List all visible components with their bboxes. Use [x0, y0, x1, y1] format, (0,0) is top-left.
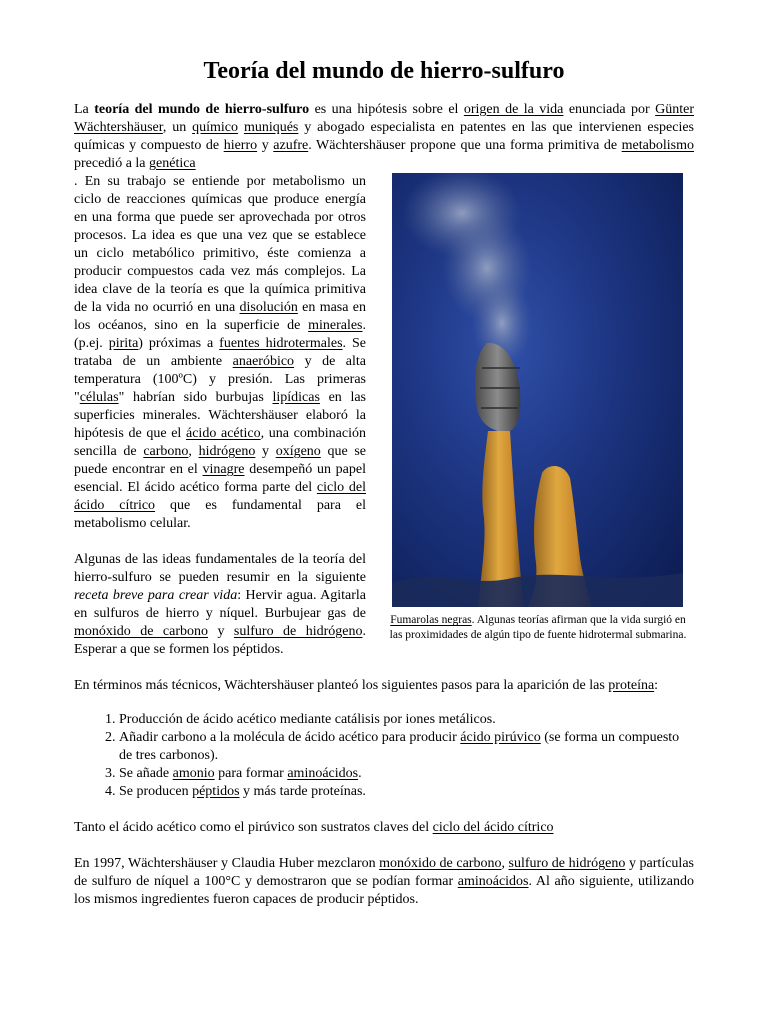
- text: . Esperar a que se formen los péptidos.: [74, 624, 366, 657]
- spacer: [74, 659, 694, 677]
- text: En términos más técnicos, Wächtershäuser planteó los siguientes pasos para la aparición de las: [74, 678, 609, 693]
- step-text: Se producen: [119, 784, 193, 799]
- technical-paragraph: [74, 677, 694, 695]
- text: . Wächtershäuser propone que una forma primitiva de: [308, 138, 622, 153]
- link-sulfuro-de-hidrogeno-2[interactable]: sulfuro de hidrógeno: [508, 856, 626, 871]
- intro-paragraph-head: [74, 101, 694, 173]
- text: . Al año siguiente, utilizando los mismos ingredientes fueron capaces de producir péptidos.: [74, 874, 694, 907]
- link-acido-piruvico[interactable]: ácido pirúvico: [460, 730, 541, 745]
- text: ,: [188, 444, 199, 459]
- link-origen-de-la-vida[interactable]: origen de la vida: [463, 102, 564, 117]
- text: " habrían sido burbujas: [118, 390, 273, 405]
- step-text: .: [358, 766, 362, 781]
- text: enunciada por: [563, 102, 656, 117]
- figure-caption: [382, 613, 694, 643]
- link-genetica[interactable]: genética: [149, 156, 196, 171]
- link-amonio[interactable]: amonio: [172, 766, 215, 781]
- page-title: Teoría del mundo de hierro-sulfuro: [203, 58, 565, 84]
- link-fuentes-hidrotermales[interactable]: fuentes hidrotermales: [219, 336, 343, 351]
- text: y de alta temperatura (100ºC) y presión. Las primeras ": [74, 354, 367, 405]
- term-bold: teoría del mundo de hierro-sulfuro: [94, 102, 310, 117]
- link-ciclo-acido-citrico-2[interactable]: ciclo del ácido cítrico: [432, 820, 554, 835]
- link-monoxido-de-carbono-2[interactable]: monóxido de carbono: [379, 856, 502, 871]
- link-proteina[interactable]: proteína: [608, 678, 655, 693]
- link-hidrogeno[interactable]: hidrógeno: [198, 444, 256, 459]
- steps-list: [74, 711, 694, 801]
- text: , un: [162, 120, 193, 135]
- link-acido-acetico[interactable]: ácido acético: [186, 426, 261, 441]
- link-gunter[interactable]: Günter Wächtershäuser: [74, 102, 695, 135]
- text: Tanto el ácido acético como el pirúvico son sustratos claves del: [74, 820, 433, 835]
- text: . Se trataba de un ambiente: [74, 336, 367, 369]
- text: desempeñó un papel esencial. El ácido acético forma parte del: [74, 462, 367, 495]
- step-text: para formar: [214, 766, 288, 781]
- text: precedió a la: [74, 156, 150, 171]
- link-aminoacidos-2[interactable]: aminoácidos: [457, 874, 529, 889]
- text: que es fundamental para el metabolismo celular.: [74, 498, 367, 531]
- link-peptidos[interactable]: péptidos: [192, 784, 240, 799]
- link-celulas[interactable]: células: [79, 390, 119, 405]
- link-carbono[interactable]: carbono: [143, 444, 189, 459]
- link-sulfuro-de-hidrogeno[interactable]: sulfuro de hidrógeno: [233, 624, 363, 639]
- text: ) próximas a: [138, 336, 220, 351]
- list-item: [119, 729, 694, 765]
- caption-text: . Algunas teorías afirman que la vida surgió en las proximidades de algún tipo de fuente hidrotermal submarina.: [389, 614, 687, 641]
- list-item: [119, 783, 694, 801]
- list-item: [119, 711, 694, 729]
- text: en las superficies minerales. Wächtershäuser elaboró la hipótesis de que el: [74, 390, 367, 441]
- substrates-paragraph: [74, 819, 694, 837]
- spacer: [74, 801, 694, 819]
- link-vinagre[interactable]: vinagre: [202, 462, 245, 477]
- link-lipidicas[interactable]: lipídicas: [272, 390, 320, 405]
- spacer: [74, 837, 694, 855]
- link-monoxido-de-carbono[interactable]: monóxido de carbono: [74, 624, 208, 639]
- text: que se puede encontrar en el: [74, 444, 367, 477]
- text: y: [257, 138, 274, 153]
- link-fumarolas-negras[interactable]: Fumarolas negras: [390, 614, 472, 626]
- text: y: [208, 624, 234, 639]
- black-smoker-illustration: [392, 173, 683, 607]
- article-body: [74, 101, 694, 909]
- text: y abogado especialista en patentes en las que intervienen especies químicas y compuesto de: [74, 120, 694, 153]
- text: y: [255, 444, 276, 459]
- link-disolucion[interactable]: disolución: [239, 300, 298, 315]
- hydrothermal-vent-photo: [392, 173, 683, 607]
- text: y partículas de sulfuro de níquel a 100°C y demostraron que se podían formar: [74, 856, 694, 889]
- text: : Hervir agua. Agitarla en sulfuros de hierro y níquel. Burbujear gas de: [74, 588, 367, 621]
- text: Algunas de las ideas fundamentales de la teoría del hierro-sulfuro se pueden resumir en la siguiente: [74, 552, 366, 585]
- link-minerales[interactable]: minerales: [308, 318, 363, 333]
- text: es una hipótesis sobre el: [309, 102, 464, 117]
- recipe-italic: receta breve para crear vida: [74, 588, 238, 603]
- text: ,: [501, 856, 509, 871]
- link-oxigeno[interactable]: oxígeno: [275, 444, 321, 459]
- link-quimico[interactable]: químico: [192, 120, 239, 135]
- text: :: [654, 678, 659, 693]
- link-azufre[interactable]: azufre: [273, 138, 309, 153]
- step-text: y más tarde proteínas.: [239, 784, 366, 799]
- link-anaerobico[interactable]: anaeróbico: [232, 354, 295, 369]
- step-text: Añadir carbono a la molécula de ácido acético para producir: [119, 730, 461, 745]
- text: La: [74, 102, 95, 117]
- link-muniques[interactable]: muniqués: [243, 120, 299, 135]
- link-pirita[interactable]: pirita: [108, 336, 139, 351]
- step-text: Producción de ácido acético mediante catálisis por iones metálicos.: [119, 712, 496, 727]
- list-item: [119, 765, 694, 783]
- text: en masa en los océanos, sino en la superficie de: [74, 300, 366, 333]
- step-text: (se forma un compuesto de tres carbonos).: [119, 730, 680, 763]
- text: , una combinación sencilla de: [74, 426, 366, 459]
- link-ciclo-acido-citrico[interactable]: ciclo del ácido cítrico: [74, 480, 366, 513]
- figure: [382, 173, 694, 643]
- experiment-paragraph: [74, 855, 694, 909]
- step-text: Se añade: [119, 766, 173, 781]
- text: . (p.ej.: [74, 318, 366, 351]
- link-aminoacidos[interactable]: aminoácidos: [287, 766, 359, 781]
- text: . En su trabajo se entiende por metabolismo un ciclo de reacciones químicas que produce energía en una forma que puede ser aprovechada por otros procesos. La idea es que una vez que se establece un ciclo metabólico primitivo, éste comienza a producir compuestos cada vez más complejos. La idea clave de la teoría es que la química primitiva de la vida no ocurrió en una: [74, 174, 366, 315]
- link-metabolismo[interactable]: metabolismo: [621, 138, 694, 153]
- text: En 1997, Wächtershäuser y Claudia Huber mezclaron: [74, 856, 380, 871]
- link-hierro[interactable]: hierro: [223, 138, 258, 153]
